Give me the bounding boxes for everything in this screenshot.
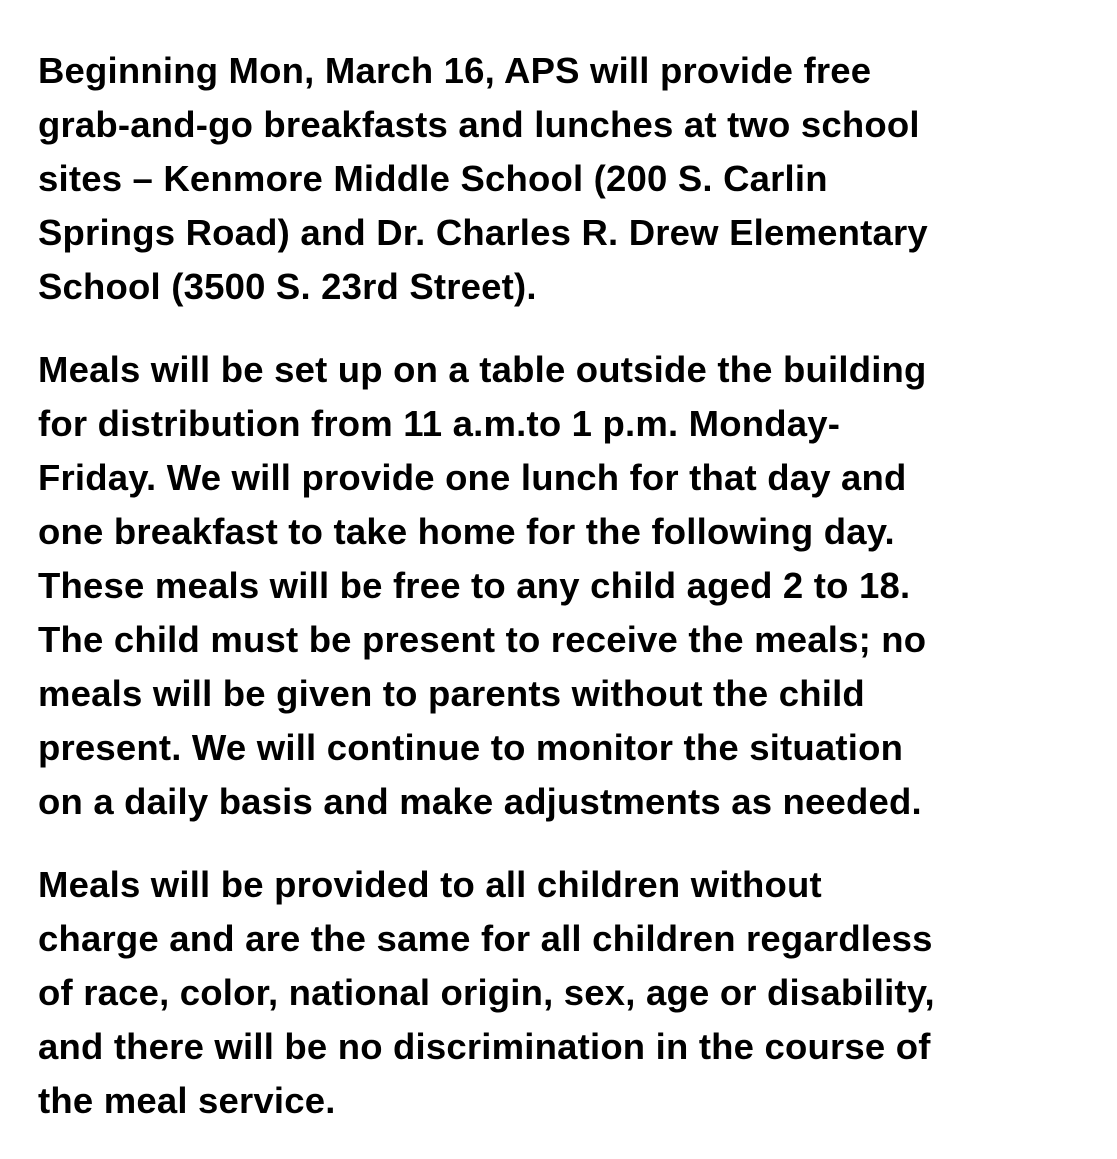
- text-line: meals will be given to parents without the child: [38, 673, 865, 714]
- text-line: Beginning Mon, March 16, APS will provide free: [38, 50, 872, 91]
- text-line: on a daily basis and make adjustments as needed.: [38, 781, 922, 822]
- paragraph-gap: [38, 314, 1098, 343]
- text-line: one breakfast to take home for the following day.: [38, 511, 895, 552]
- text-line: Meals will be set up on a table outside the building: [38, 349, 927, 390]
- text-line: School (3500 S. 23rd Street).: [38, 266, 537, 307]
- text-line: grab-and-go breakfasts and lunches at two school: [38, 104, 920, 145]
- text-line: and there will be no discrimination in the course of: [38, 1026, 931, 1067]
- text-line: of race, color, national origin, sex, age or disability,: [38, 972, 935, 1013]
- text-line: Springs Road) and Dr. Charles R. Drew Elementary: [38, 212, 928, 253]
- text-line: Meals will be provided to all children without: [38, 864, 822, 905]
- paragraph-nondiscrimination: [38, 858, 1098, 1128]
- text-line: charge and are the same for all children regardless: [38, 918, 933, 959]
- paragraph-meal-sites: [38, 44, 1098, 314]
- text-line: for distribution from 11 a.m.to 1 p.m. Monday-: [38, 403, 841, 444]
- text-line: The child must be present to receive the meals; no: [38, 619, 927, 660]
- text-line: Friday. We will provide one lunch for that day and: [38, 457, 907, 498]
- note-body: [38, 44, 1098, 1128]
- paragraph-distribution-details: [38, 343, 1098, 829]
- text-line: the meal service.: [38, 1080, 336, 1121]
- text-line: sites – Kenmore Middle School (200 S. Carlin: [38, 158, 828, 199]
- text-line: These meals will be free to any child aged 2 to 18.: [38, 565, 911, 606]
- paragraph-gap: [38, 829, 1098, 858]
- text-line: present. We will continue to monitor the situation: [38, 727, 904, 768]
